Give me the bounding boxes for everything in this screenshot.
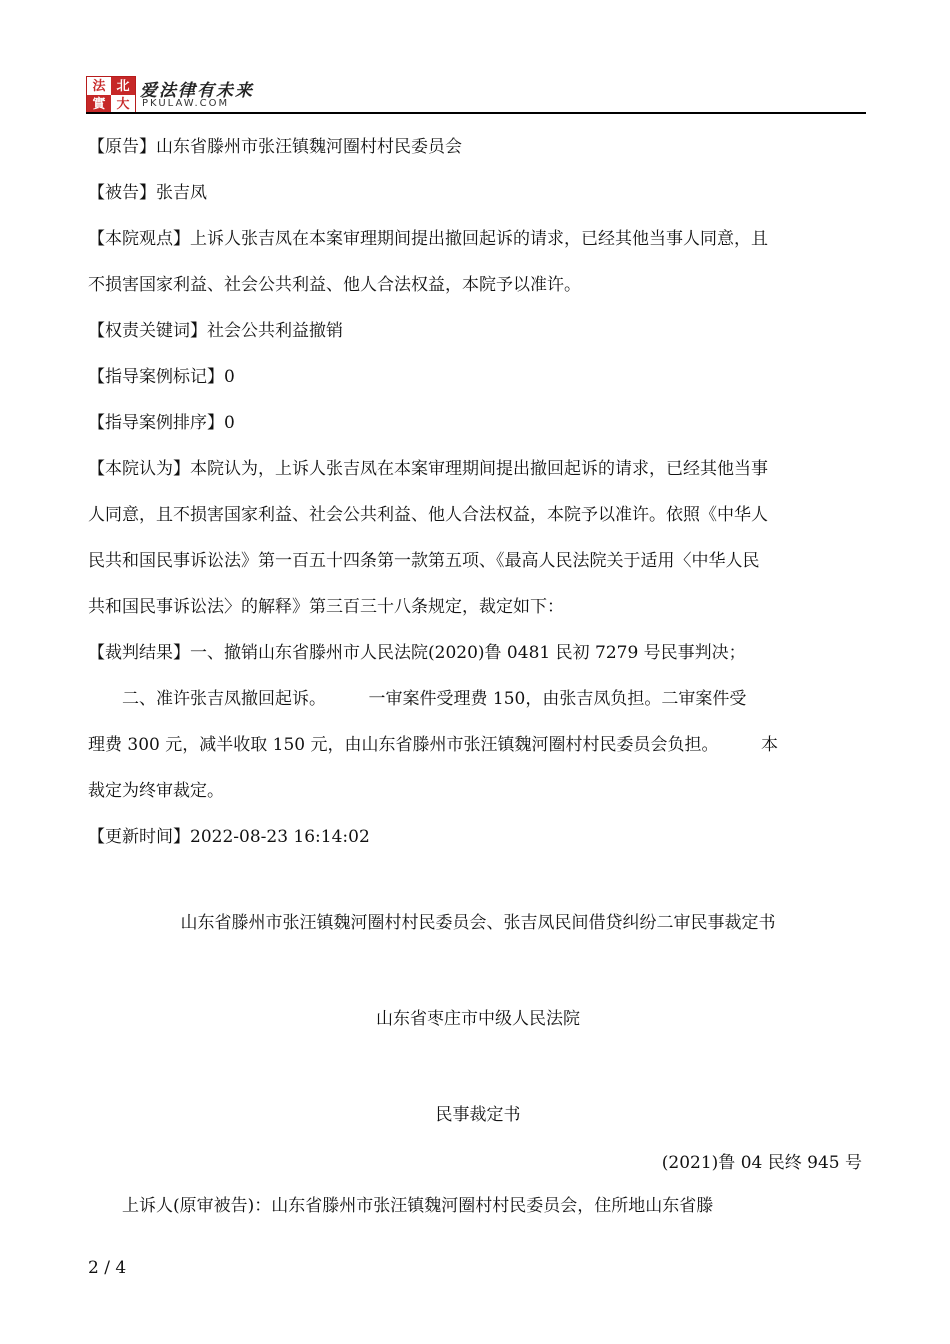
court-view-line-2: 不损害国家利益、社会公共利益、他人合法权益，本院予以准许。: [88, 275, 581, 295]
guiding-case-order-field: 【指导案例排序】0: [88, 413, 235, 433]
judgment-line-2: 二、准许张吉凤撤回起诉。 一审案件受理费 150，由张吉凤负担。二审案件受: [88, 689, 747, 709]
page-number: 2 / 4: [88, 1258, 127, 1278]
logo-domain: PKULAW.COM: [142, 98, 230, 109]
judgment-line-3: 理费 300 元，减半收取 150 元，由山东省滕州市张汪镇魏河圈村村民委员会负担。 本: [88, 735, 779, 755]
court-holds-line-1: 【本院认为】本院认为，上诉人张吉凤在本案审理期间提出撤回起诉的请求，已经其他当事: [88, 459, 768, 479]
header-divider: [86, 112, 866, 114]
logo-char: 北: [111, 77, 135, 95]
guiding-case-mark-field: 【指导案例标记】0: [88, 367, 235, 387]
keywords-field: 【权责关键词】社会公共利益撤销: [88, 321, 343, 341]
document-type: 民事裁定书: [435, 1105, 521, 1125]
court-holds-line-4: 共和国民事诉讼法〉的解释》第三百三十八条规定，裁定如下：: [88, 597, 564, 617]
judgment-line-4: 裁定为终审裁定。: [88, 781, 224, 801]
logo-char: 大: [111, 95, 135, 113]
logo-char: 法: [87, 77, 111, 95]
pkulaw-header-logo: [86, 70, 866, 112]
defendant-field: 【被告】张吉凤: [88, 183, 207, 203]
court-name: 山东省枣庄市中级人民法院: [376, 1009, 580, 1029]
court-holds-line-3: 民共和国民事诉讼法》第一百五十四条第一款第五项、《最高人民法院关于适用〈中华人民: [88, 551, 760, 571]
case-number: (2021)鲁 04 民终 945 号: [661, 1153, 862, 1173]
judgment-line-1: 【裁判结果】一、撤销山东省滕州市人民法院(2020)鲁 0481 民初 7279 号民事判决；: [88, 643, 746, 663]
logo-char: 實: [87, 95, 111, 113]
update-time-field: 【更新时间】2022-08-23 16:14:02: [88, 827, 370, 847]
appellant-line: 上诉人(原审被告)：山东省滕州市张汪镇魏河圈村村民委员会，住所地山东省滕: [88, 1196, 714, 1216]
plaintiff-field: 【原告】山东省滕州市张汪镇魏河圈村村民委员会: [88, 137, 462, 157]
logo-slogan: 爱法律有未来: [140, 81, 254, 101]
court-view-line-1: 【本院观点】上诉人张吉凤在本案审理期间提出撤回起诉的请求，已经其他当事人同意，且: [88, 229, 768, 249]
case-title: 山东省滕州市张汪镇魏河圈村村民委员会、张吉凤民间借贷纠纷二审民事裁定书: [180, 913, 776, 933]
court-holds-line-2: 人同意，且不损害国家利益、社会公共利益、他人合法权益，本院予以准许。依照《中华人: [88, 505, 768, 525]
pkulaw-seal-logo: [86, 76, 136, 114]
